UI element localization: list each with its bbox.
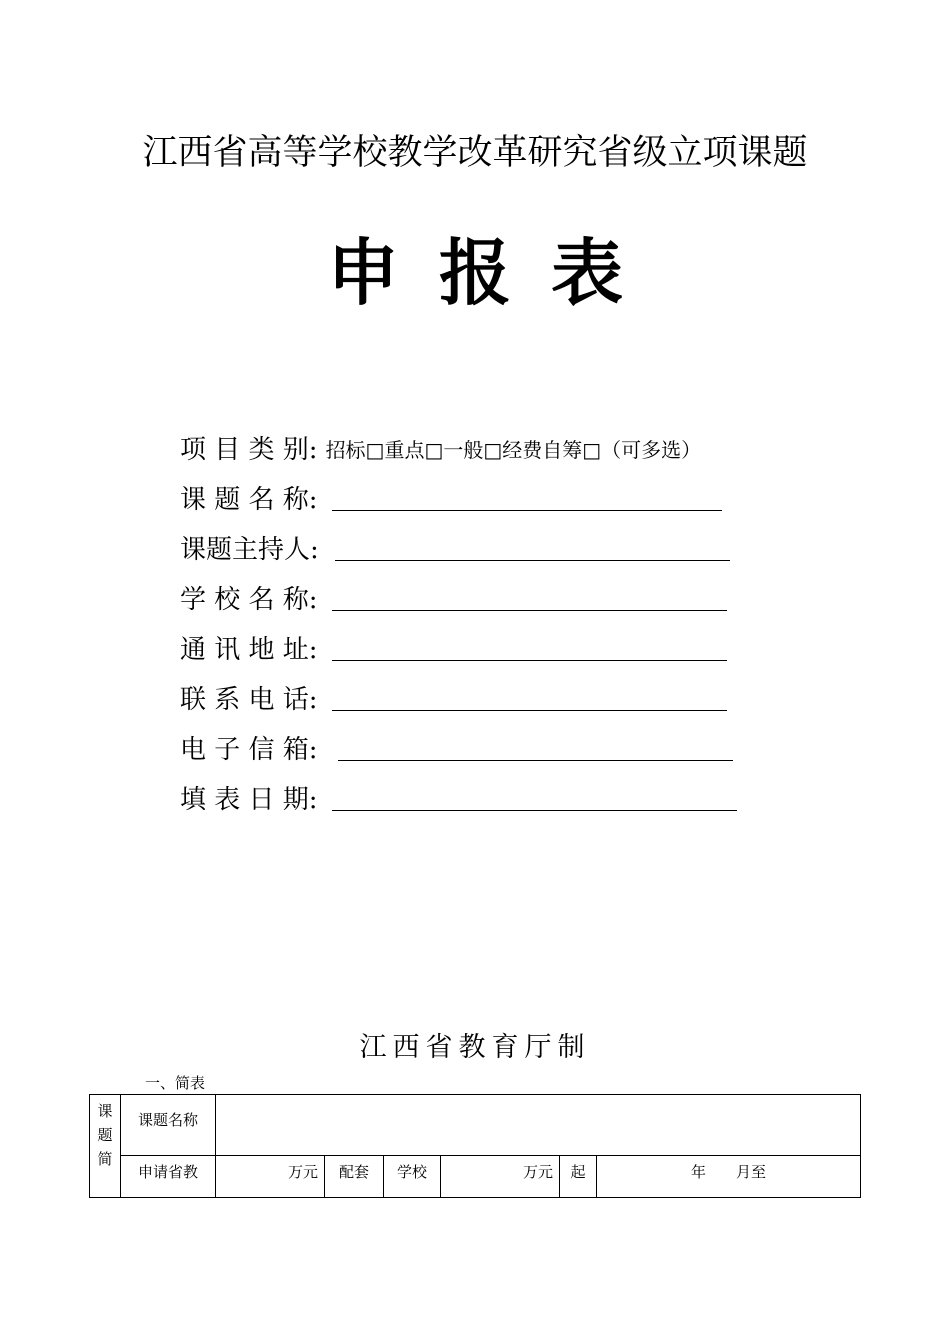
- field-project-type: [180, 427, 701, 467]
- topic-name-cell-input[interactable]: [216, 1095, 861, 1156]
- school-name-input[interactable]: [332, 580, 727, 611]
- phone-input[interactable]: [332, 680, 727, 711]
- funding-label: 申请省教: [121, 1156, 216, 1198]
- summary-table: [89, 1094, 861, 1198]
- phone-label: 联 系 电 话:: [180, 685, 318, 715]
- field-phone: [180, 677, 727, 717]
- table-row: [90, 1095, 861, 1156]
- host-label: 课题主持人:: [180, 535, 319, 565]
- email-label: 电 子 信 箱:: [180, 735, 318, 765]
- topic-name-cell-label: 课题名称: [121, 1095, 216, 1156]
- fill-date-input[interactable]: [332, 780, 737, 811]
- field-school-name: [180, 577, 727, 617]
- issuer: 江西省教育厅制: [359, 1032, 591, 1063]
- section-heading: 一、简表: [145, 1074, 206, 1092]
- host-input[interactable]: [335, 530, 730, 561]
- table-row: [90, 1156, 861, 1198]
- email-input[interactable]: [338, 730, 733, 761]
- start-label: 起: [560, 1156, 597, 1198]
- field-email: [180, 727, 733, 767]
- side-label: [90, 1095, 121, 1198]
- funding-unit[interactable]: 万元: [216, 1156, 325, 1198]
- school-funding-unit[interactable]: 万元: [441, 1156, 560, 1198]
- date-range[interactable]: 年 月至: [597, 1156, 861, 1198]
- field-address: [180, 627, 727, 667]
- form-title: 申报表: [326, 230, 663, 315]
- matching-label: 配套: [325, 1156, 384, 1198]
- address-input[interactable]: [332, 630, 727, 661]
- field-fill-date: [180, 777, 737, 817]
- address-label: 通 讯 地 址:: [180, 635, 318, 665]
- topic-name-input[interactable]: [332, 480, 722, 511]
- field-host: [180, 527, 730, 567]
- project-type-label: 项 目 类 别:: [180, 435, 318, 465]
- topic-name-label: 课 题 名 称:: [180, 485, 318, 515]
- side-label-text: 课题简: [97, 1102, 113, 1168]
- project-type-options[interactable]: 招标□重点□一般□经费自筹□（可多选）: [325, 438, 702, 462]
- document-title: 江西省高等学校教学改革研究省级立项课题: [142, 133, 808, 173]
- school-name-label: 学 校 名 称:: [180, 585, 318, 615]
- field-topic-name: [180, 477, 722, 517]
- school-label: 学校: [384, 1156, 441, 1198]
- fill-date-label: 填 表 日 期:: [180, 785, 318, 815]
